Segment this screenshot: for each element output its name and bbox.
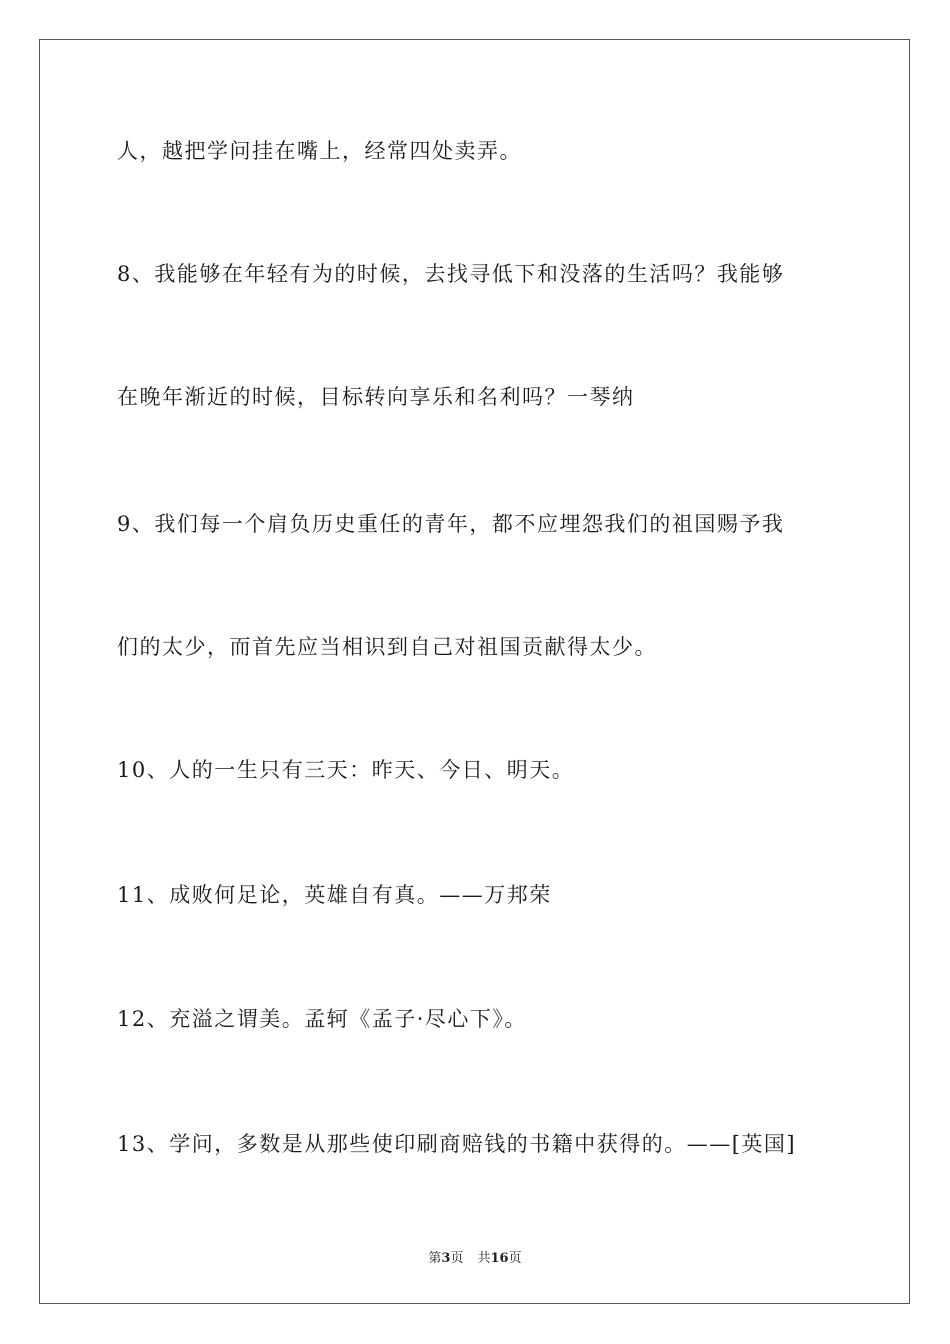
total-prefix: 共 — [477, 1251, 491, 1266]
page-footer — [0, 1247, 950, 1266]
total-pages: 16 — [490, 1251, 509, 1266]
text-line-4: 9、我们每一个肩负历史重任的青年，都不应埋怨我们的祖国赐予我 — [117, 512, 785, 536]
text-line-5: 们的太少，而首先应当相识到自己对祖国贡献得太少。 — [117, 635, 657, 659]
text-line-6: 10、人的一生只有三天：昨天、今日、明天。 — [117, 758, 575, 782]
total-suffix: 页 — [508, 1251, 522, 1266]
page-number: 3 — [441, 1251, 451, 1266]
text-line-3: 在晚年渐近的时候，目标转向享乐和名利吗？一琴纳 — [117, 385, 635, 409]
page-border — [39, 39, 910, 1304]
page-suffix: 页 — [450, 1251, 464, 1266]
text-line-1: 人，越把学问挂在嘴上，经常四处卖弄。 — [117, 139, 522, 163]
text-line-9: 13、学问，多数是从那些使印刷商赔钱的书籍中获得的。——[英国] — [117, 1132, 797, 1156]
text-line-7: 11、成败何足论，英雄自有真。——万邦荣 — [117, 883, 552, 907]
text-line-8: 12、充溢之谓美。孟轲《孟子·尽心下》。 — [117, 1007, 527, 1031]
text-line-2: 8、我能够在年轻有为的时候，去找寻低下和没落的生活吗？我能够 — [117, 262, 785, 286]
page-prefix: 第 — [428, 1251, 442, 1266]
